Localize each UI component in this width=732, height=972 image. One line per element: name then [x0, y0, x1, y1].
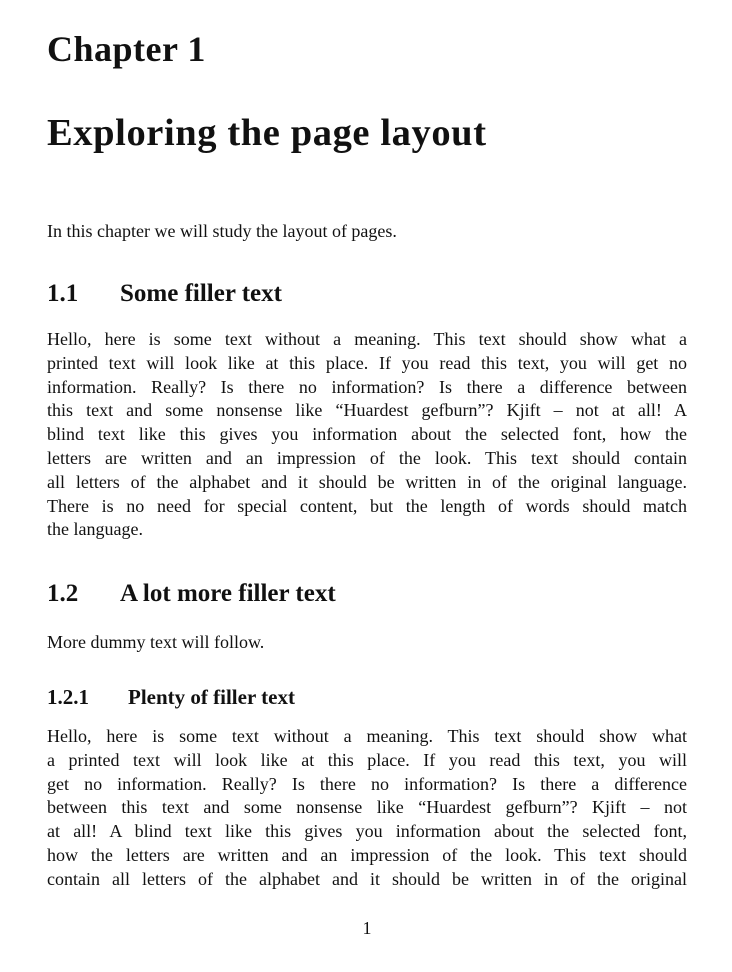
- paragraph-line: how the letters are written and an impression of the look. This text should: [47, 844, 687, 865]
- paragraph-line: a printed text will look like at this place. If you read this text, you will: [47, 749, 687, 770]
- paragraph-line: information. Really? Is there no information? Is there a difference between: [47, 376, 687, 397]
- subsection-1-2-1-paragraph: [47, 725, 687, 892]
- chapter-label: Chapter 1: [47, 29, 206, 69]
- paragraph-line: printed text will look like at this place. If you read this text, you will get no: [47, 352, 687, 373]
- paragraph-line: letters are written and an impression of the look. This text should contain: [47, 447, 687, 468]
- paragraph-line: all letters of the alphabet and it should be written in of the original language.: [47, 471, 687, 492]
- paragraph-line: contain all letters of the alphabet and it should be written in of the original: [47, 868, 687, 889]
- section-number: 1.1: [47, 280, 79, 307]
- paragraph-line: at all! A blind text like this gives you information about the selected font,: [47, 821, 687, 842]
- section-title: Some filler text: [120, 280, 282, 307]
- section-number: 1.2: [47, 580, 79, 607]
- paragraph-line: There is no need for special content, but the length of words should match: [47, 495, 687, 516]
- page-number: 1: [362, 918, 372, 938]
- chapter-title: Exploring the page layout: [47, 112, 487, 154]
- section-1-1-paragraph: [47, 328, 687, 542]
- subsection-number: 1.2.1: [47, 685, 89, 709]
- section-title: A lot more filler text: [120, 580, 336, 607]
- section-1-2-intro: More dummy text will follow.: [47, 632, 265, 652]
- paragraph-line: get no information. Really? Is there no information? Is there a difference: [47, 773, 687, 794]
- section-heading-1-1: [47, 280, 282, 308]
- chapter-intro: In this chapter we will study the layout of pages.: [47, 221, 397, 241]
- section-heading-1-2: [47, 580, 336, 608]
- subsection-heading-1-2-1: [47, 685, 295, 710]
- paragraph-line: Hello, here is some text without a meaning. This text should show what a: [47, 329, 687, 349]
- paragraph-line: blind text like this gives you information about the selected font, how the: [47, 424, 687, 445]
- paragraph-line: this text and some nonsense like “Huardest gefburn”? Kjift – not at all! A: [47, 400, 687, 421]
- subsection-title: Plenty of filler text: [128, 685, 295, 709]
- paragraph-line: the language.: [47, 519, 143, 540]
- paragraph-line: between this text and some nonsense like “Huardest gefburn”? Kjift – not: [47, 797, 687, 818]
- paragraph-line: Hello, here is some text without a meaning. This text should show what: [47, 726, 687, 746]
